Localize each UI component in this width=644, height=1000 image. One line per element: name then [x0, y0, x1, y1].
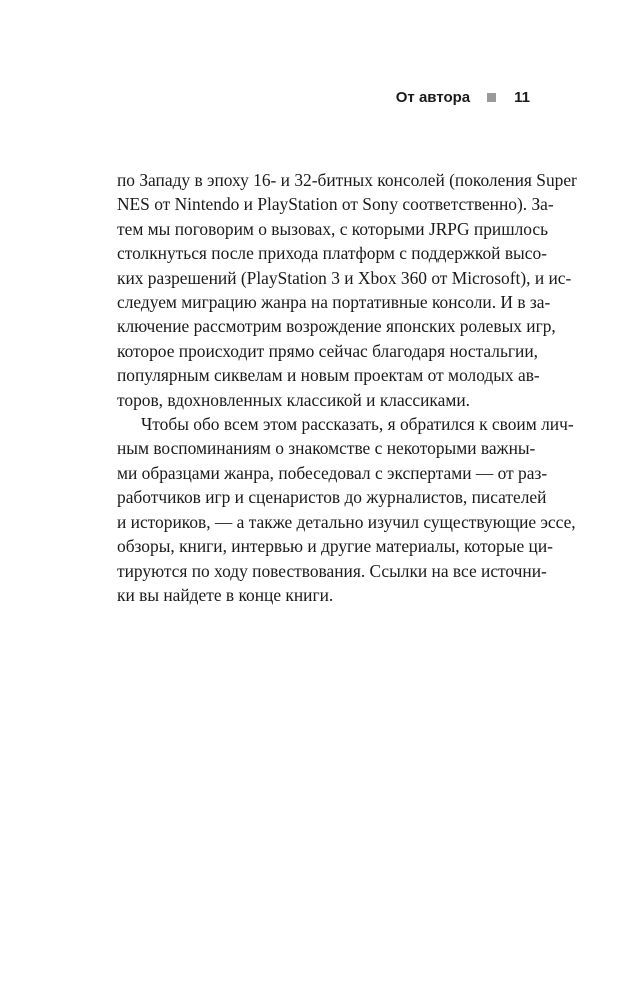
- text-line: по Западу в эпоху 16- и 32-битных консолей (поколения Super: [117, 170, 577, 190]
- text-line: тем мы поговорим о вызовах, с которыми JRPG пришлось: [117, 218, 549, 239]
- text-line: ких разрешений (PlayStation 3 и Xbox 360 от Microsoft), и ис-: [117, 267, 572, 288]
- text-line: ным воспоминаниям о знакомстве с некоторыми важны-: [117, 438, 536, 459]
- text-line: Чтобы обо всем этом рассказать, я обратился к своим лич-: [141, 414, 574, 435]
- text-line: ки вы найдете в конце книги.: [117, 584, 334, 605]
- text-line: следуем миграцию жанра на портативные консоли. И в за-: [117, 292, 551, 313]
- text-line: тируются по ходу повествования. Ссылки на все источни-: [117, 560, 547, 581]
- section-title: От автора: [395, 89, 471, 106]
- paragraph-2: [117, 412, 576, 607]
- text-line: обзоры, книги, интервью и другие материалы, которые ци-: [117, 536, 553, 557]
- text-line: популярным сиквелам и новым проектам от молодых ав-: [117, 365, 540, 386]
- text-line: столкнуться после прихода платформ с поддержкой высо-: [117, 243, 547, 264]
- paragraph-1: [117, 168, 577, 412]
- text-line: торов, вдохновленных классикой и классиками.: [117, 389, 470, 410]
- text-line: ключение рассмотрим возрождение японских ролевых игр,: [117, 316, 556, 337]
- running-header: [396, 89, 530, 106]
- text-line: работчиков игр и сценаристов до журналистов, писателей: [117, 487, 547, 508]
- page-number: 11: [514, 89, 530, 106]
- text-line: которое происходит прямо сейчас благодаря ностальгии,: [117, 340, 538, 361]
- text-line: и историков, — а также детально изучил существующие эссе,: [117, 511, 576, 532]
- separator-square-icon: [487, 93, 496, 102]
- text-line: NES от Nintendo и PlayStation от Sony соответственно). За-: [117, 194, 554, 215]
- text-line: ми образцами жанра, побеседовал с экспертами — от раз-: [117, 462, 548, 483]
- body-text: [117, 168, 577, 607]
